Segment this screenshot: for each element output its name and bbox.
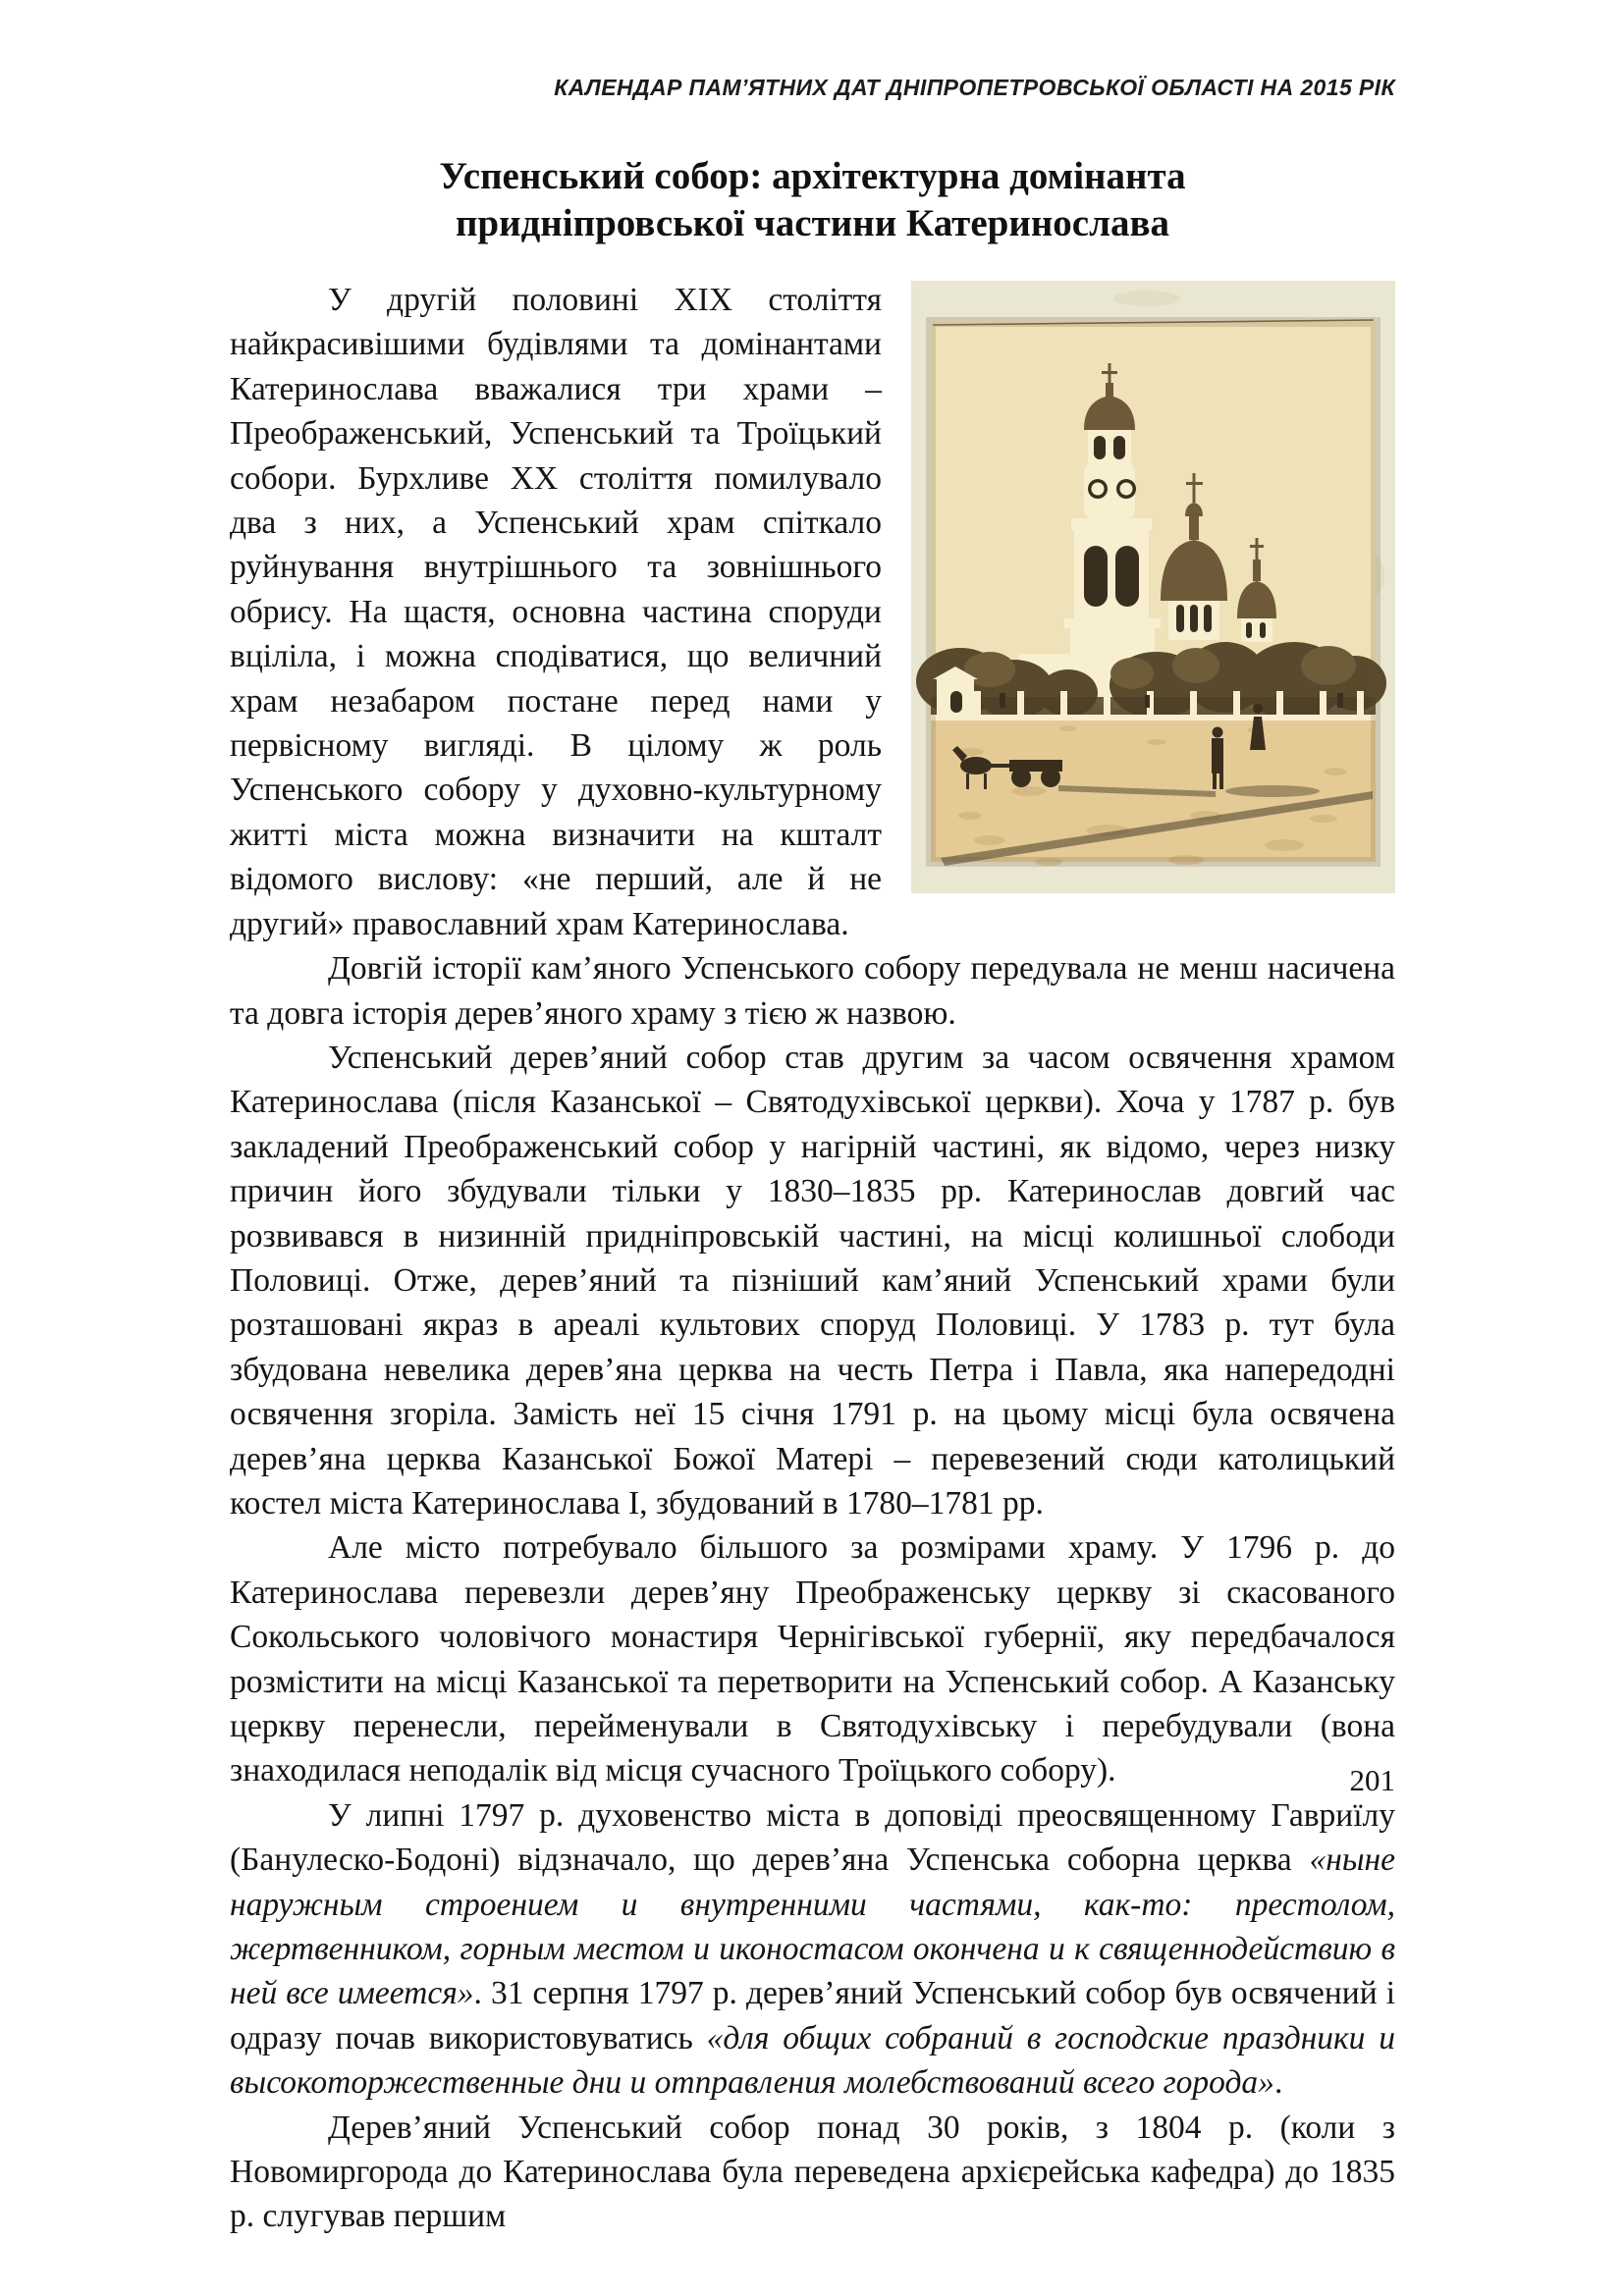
text-segment: Але місто потребувало більшого за розмірами храму. У 1796 р. до Катеринослава перевезли дерев’яну Преображенську церкву зі скасованого Сокольського чоловічого монастиря Чернігівської губернії, яку передбачалося розмістити на місці Казанської та перетворити на Успенський собор. А Казанську церкву перенесли, перейменували в Святодухівську і перебудували (вона знаходилася неподалік від місця сучасного Троїцького собору). [230,1529,1395,1789]
standing-man-head [1213,727,1223,738]
cathedral-photo-graphic [911,281,1395,893]
text-segment: У липні 1797 р. духовенство міста в доповіді преосвященному Гавриїлу (Банулеско-Бодоні) відзначало, що дерев’яна Успенська соборна церква [230,1796,1395,1879]
article-title [230,153,1395,248]
text-segment: У другій половині ХІХ століття найкрасивішими будівлями та домінантами Катеринослава вважалися три храми – Преображенський, Успенський та Троїцький собори. Бурхливе ХХ століття помилувало два з них, а Успенський храм спіткало руйнування внутрішнього та зовнішнього обрису. На щастя, основна частина споруди вціліла, і можна сподіватися, що величний храм незабаром постане перед нами у первісному вигляді. В цілому ж роль Успенського собору у духовно-культурному житті міста можна визначити на кшталт відомого вислову: «не перший, але й не другий» православний храм Катеринослава. [230,282,882,942]
side-dome-lantern [1253,560,1261,581]
page-number: 201 [1349,1763,1395,1797]
paragraph [230,1036,1395,1525]
bell-arch-left [1084,546,1108,607]
horse-body [960,757,992,774]
main-dome-lantern [1189,514,1199,540]
article-title-line-1: Успенський собор: архітектурна домінанта [439,155,1186,197]
cathedral-photo [911,281,1395,893]
paragraph [230,1525,1395,1792]
fence-base-rail [931,715,1376,721]
side-dome-drum [1241,616,1272,642]
text-segment: Дерев’яний Успенський собор понад 30 років, з 1804 р. (коли з Новомиргорода до Катеринослава була переведена архієрейська кафедра) до 1835 р. слугував першим [230,2109,1395,2235]
gate-door [950,691,962,713]
cart-wheel-rear [1011,768,1031,787]
text-segment: Успенський дерев’яний собор став другим за часом освячення храмом Катеринослава (після Казанської – Святодухівської церкви). Хоча у 1787 р. був закладений Преображенський собор у нагірній частині, як відомо, через низку причин його збудували тільки у 1830–1835 рр. Катеринослав довгий час розвивався в низинній придніпровській частині, на місці колишньої слободи Половиці. Отже, дерев’яний та пізніший кам’яний Успенський храми були розташовані якраз в ареалі культових споруд Половиці. У 1783 р. тут була збудована невелика дерев’яна церква на честь Петра і Павла, яка напередодні освячення згоріла. Замість неї 15 січня 1791 р. на цьому місці була освячена дерев’яна церква Казанської Божої Матері – перевезений сюди католицький костел міста Катеринослава I, збудований в 1780–1781 рр. [230,1039,1395,1522]
article-body [230,278,1395,2239]
cart-wheel-front [1041,768,1060,787]
woman-head [1253,704,1263,714]
paragraph [230,2106,1395,2239]
tower-cornice-mid [1071,518,1152,530]
text-segment: . 31 серпня 1797 р. дерев’яний Успенський собор був освячений і одразу почав використовуватись [230,1975,1395,2056]
running-header: КАЛЕНДАР ПАМ’ЯТНИХ ДАТ ДНІПРОПЕТРОВСЬКОЇ ОБЛАСТІ НА 2015 РІК [554,75,1395,100]
paragraph [230,1793,1395,2106]
text-segment: Довгій історії кам’яного Успенського собору передувала не менш насичена та довга історія дерев’яного храму з тією ж назвою. [230,950,1395,1032]
clock-dial-left [1092,483,1105,496]
bell-arch-right [1115,546,1139,607]
paragraph [230,946,1395,1036]
quote-segment: «ныне наружным строением и внутренними частями, как-то: престолом, жертвенником, горным местом и иконостасом окончена и к священнодействию в ней все имеется» [230,1842,1395,2012]
quote-segment: «для общих собраний в господские праздники и высокоторжественные дни и отправления молебствований всего города» [230,2019,1396,2102]
standing-man-body [1212,738,1223,774]
article-title-line-2: придніпровської частини Катеринослава [455,202,1170,245]
text-segment: . [1273,2064,1283,2102]
figure-shadow [1225,785,1320,797]
bell-tower-lantern [1106,383,1113,397]
clock-dial-right [1120,483,1133,496]
